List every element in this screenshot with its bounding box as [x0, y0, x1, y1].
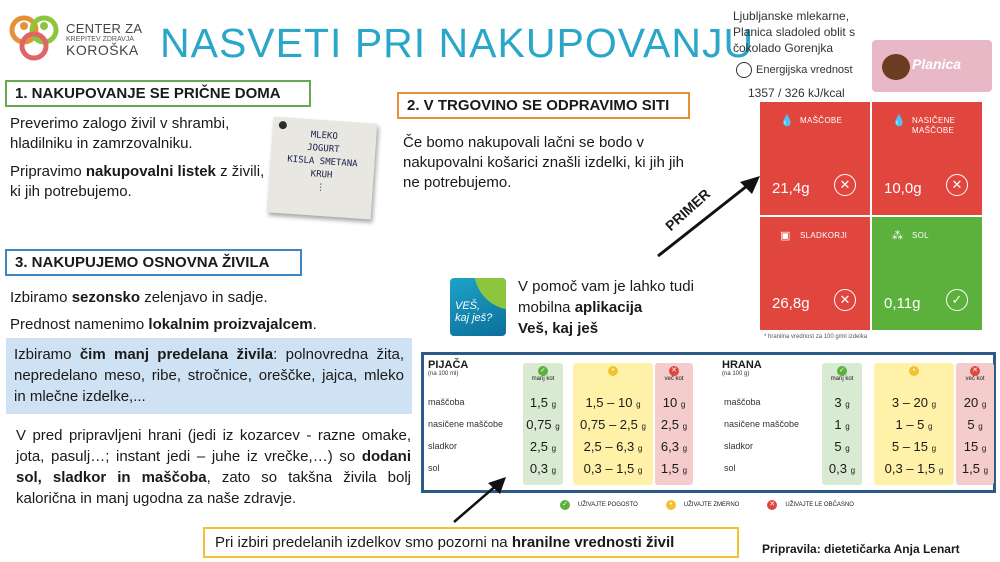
- table-row-label: sol: [428, 463, 440, 473]
- check-icon: ✓: [837, 366, 847, 376]
- section3-heading: 3. NAKUPUJEMO OSNOVNA ŽIVILA: [5, 249, 302, 276]
- table-cell: 0,3 g: [529, 461, 557, 476]
- table-cell: 10 g: [662, 395, 686, 410]
- table-cell: 3 – 20 g: [891, 395, 937, 410]
- nutrition-table: [421, 352, 996, 493]
- check-icon: ✓: [538, 366, 548, 376]
- logo: [6, 8, 156, 70]
- table-row-label: nasičene maščobe: [428, 419, 504, 429]
- cross-icon: ✕: [767, 500, 777, 510]
- app-icon-text: VEŠ, kaj ješ?: [455, 300, 493, 324]
- note-line: KRUH: [310, 169, 333, 181]
- grid-cell-fat: 💧 MAŠČOBE 21,4g ✕: [760, 102, 870, 215]
- product-image-label: Planica: [912, 56, 962, 72]
- section2-heading: 2. V TRGOVINO SE ODPRAVIMO SITI: [397, 92, 690, 119]
- table-row-label: sol: [724, 463, 736, 473]
- table-cell: 0,75 g: [526, 417, 560, 432]
- table-cell: 5 g: [834, 439, 850, 454]
- section3-text2: Prednost namenimo lokalnim proizvajalcem.: [10, 316, 317, 333]
- table-cell: 0,75 – 2,5 g: [580, 417, 646, 432]
- drink-col-low: ✓ manj kot: [523, 363, 563, 485]
- table-cell: 1,5 g: [961, 461, 989, 476]
- table-cell: 2,5 – 6,3 g: [583, 439, 643, 454]
- logo-line3: KOROŠKA: [66, 41, 139, 58]
- energy-value: 1357 / 326 kJ/kcal: [748, 86, 845, 100]
- table-cell: 2,5 g: [529, 439, 557, 454]
- logo-line1: CENTER ZA: [66, 21, 143, 36]
- table-row-label: sladkor: [428, 441, 458, 451]
- dot-icon: •: [909, 366, 919, 376]
- note-line: MLEKO: [310, 130, 339, 143]
- table-cell: 5 – 15 g: [891, 439, 937, 454]
- grid-cell-saturated-fat: 💧 NASIČENE MAŠČOBE 10,0g ✕: [872, 102, 982, 215]
- section3-text3: V pred pripravljeni hrani (jedi iz kozarcev - razne omake, jota, pasulj…; instant jedi – juhe iz vrečke,…) so dodani sol, sladkor in maščoba, zato so takšna živila bolj kalorična in manj ugodna za naše zdravje.: [16, 427, 412, 507]
- food-col-high: ✕ več kot: [956, 363, 994, 485]
- legend-item: UŽIVAJTE ZMERNO: [683, 502, 740, 508]
- check-icon: ✓: [560, 500, 570, 510]
- logo-icon: [6, 14, 62, 66]
- table-cell: 1,5 – 10 g: [585, 395, 641, 410]
- table-cell: 1,5 g: [529, 395, 557, 410]
- grid-cell-sugar: ▣ SLADKORJI 26,8g ✕: [760, 217, 870, 330]
- table-row-label: maščoba: [724, 397, 761, 407]
- table-cell: 1 g: [834, 417, 850, 432]
- section3-text1: Izbiramo sezonsko zelenjavo in sadje.: [10, 289, 268, 306]
- grid-footnote: * hranilna vrednost za 100 g/ml izdelka: [764, 334, 868, 340]
- cross-icon: ✕: [834, 289, 856, 311]
- table-cell: 6,3 g: [660, 439, 688, 454]
- product-image: [872, 40, 992, 92]
- drop-icon: 💧: [892, 115, 906, 127]
- credit: Pripravila: dietetičarka Anja Lenart: [762, 542, 960, 556]
- cross-icon: ✕: [834, 174, 856, 196]
- note-line: JOGURT: [306, 142, 340, 156]
- dot-icon: •: [666, 500, 676, 510]
- section3-highlight: Izbiramo čim manj predelana živila: polnovredna žita, nepredelano meso, ribe, stročnice, oreščke, jajca, mleko in mlečne izdelke,...: [6, 338, 412, 414]
- table-cell: 1 – 5 g: [895, 417, 933, 432]
- cross-icon: ✕: [970, 366, 980, 376]
- grid-cell-salt: ⁂ SOL 0,11g ✓: [872, 217, 982, 330]
- food-section-title: HRANA (na 100 g): [722, 359, 762, 377]
- note-line: KISLA SMETANA: [286, 154, 358, 170]
- bottom-note: Pri izbiri predelanih izdelkov smo pozorni na hranilne vrednosti živil: [203, 527, 739, 558]
- note-line: ⋮: [315, 182, 326, 194]
- cube-icon: ▣: [780, 230, 791, 242]
- arrow-icon: [450, 474, 510, 524]
- logo-line2: KREPITEV ZDRAVJA: [66, 35, 134, 43]
- table-cell: 1,5 g: [660, 461, 688, 476]
- salt-icon: ⁂: [892, 230, 903, 242]
- drop-icon: 💧: [780, 115, 794, 127]
- cross-icon: ✕: [946, 174, 968, 196]
- primer-label: PRIMER: [662, 185, 714, 234]
- drink-col-high: ✕ več kot: [655, 363, 693, 485]
- section1-heading: 1. NAKUPOVANJE SE PRIČNE DOMA: [5, 80, 311, 107]
- cross-icon: ✕: [669, 366, 679, 376]
- check-icon: ✓: [946, 289, 968, 311]
- product-name: Ljubljanske mlekarne, Planica sladoled oblit s čokolado Gorenjka: [733, 9, 856, 55]
- table-cell: 0,3 g: [828, 461, 856, 476]
- table-cell: 0,3 – 1,5 g: [884, 461, 944, 476]
- table-cell: 5 g: [967, 417, 983, 432]
- table-cell: 3 g: [834, 395, 850, 410]
- table-cell: 20 g: [963, 395, 987, 410]
- legend-item: UŽIVAJTE LE OBČASNO: [785, 502, 854, 508]
- table-cell: 15 g: [963, 439, 987, 454]
- section2-text: Če bomo nakupovali lačni se bodo v nakupovalni košarici znašli izdelki, ki jih jih ne potrebujemo.: [403, 134, 684, 191]
- section1-text1: Preverimo zalogo živil v shrambi, hladilniku in zamrzovalniku.: [10, 115, 230, 152]
- energy-icon: [736, 62, 752, 78]
- section1-text2: Pripravimo nakupovalni listek z živili, ki jih potrebujemo.: [10, 163, 265, 200]
- app-icon: [450, 278, 506, 336]
- energy-label: Energijska vrednost: [736, 62, 853, 78]
- table-row-label: sladkor: [724, 441, 754, 451]
- nutrition-grid: [760, 102, 982, 330]
- legend: [560, 500, 854, 510]
- food-col-low: ✓ manj kot: [822, 363, 862, 485]
- shopping-list-note: [267, 116, 377, 219]
- app-text: V pomoč vam je lahko tudi mobilna aplikacija Veš, kaj ješ: [518, 278, 694, 337]
- table-row-label: nasičene maščobe: [724, 419, 800, 429]
- table-cell: 2,5 g: [660, 417, 688, 432]
- drink-section-title: PIJAČA (na 100 ml): [428, 359, 469, 377]
- table-row-label: maščoba: [428, 397, 465, 407]
- legend-item: UŽIVAJTE POGOSTO: [578, 502, 638, 508]
- page-title: NASVETI PRI NAKUPOVANJU: [160, 20, 755, 66]
- table-cell: 0,3 – 1,5 g: [583, 461, 643, 476]
- dot-icon: •: [608, 366, 618, 376]
